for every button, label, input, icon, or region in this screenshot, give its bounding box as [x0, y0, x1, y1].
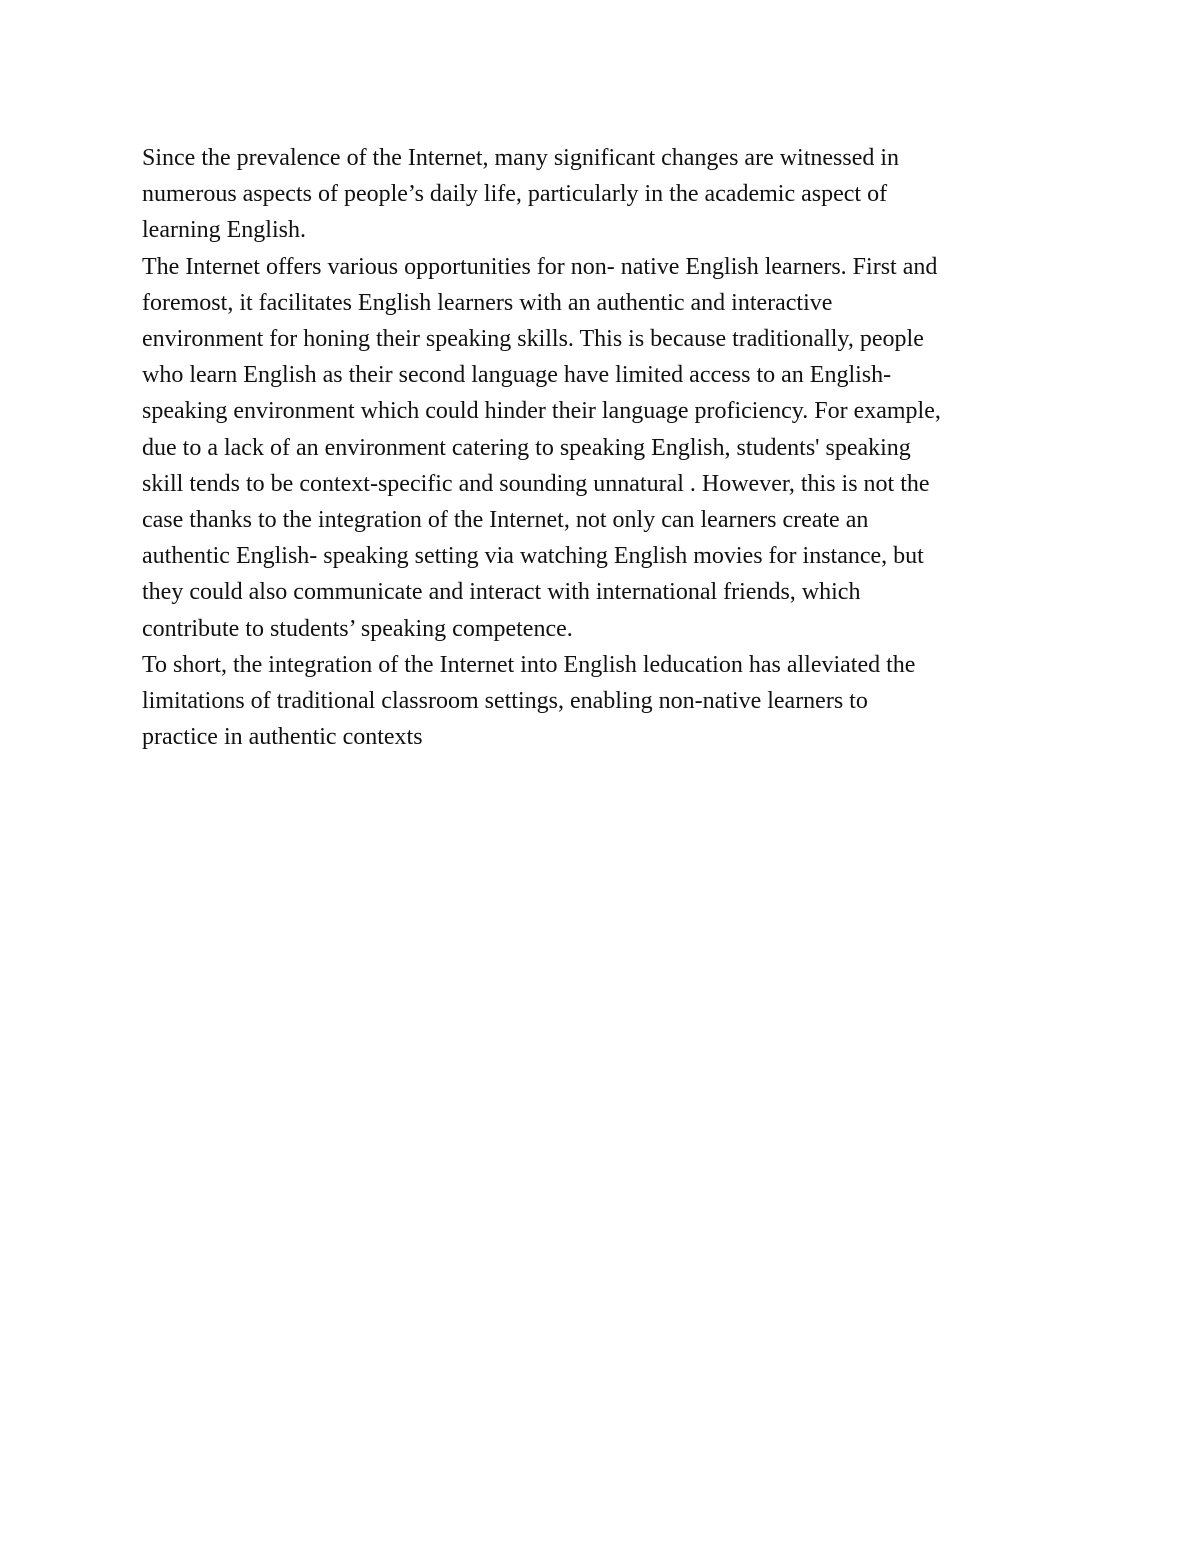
- text-line: environment for honing their speaking skills. This is because traditionally, people: [142, 326, 924, 353]
- paragraph-conclusion: [142, 647, 1072, 756]
- text-line: learning English.: [142, 217, 306, 244]
- text-line: due to a lack of an environment catering to speaking English, students' speaking: [142, 434, 911, 461]
- text-line: case thanks to the integration of the Internet, not only can learners create an: [142, 507, 869, 534]
- text-line: numerous aspects of people’s daily life, particularly in the academic aspect of: [142, 181, 888, 208]
- text-line: speaking environment which could hinder their language proficiency. For example,: [142, 398, 941, 425]
- text-line: who learn English as their second language have limited access to an English-: [142, 362, 892, 389]
- text-line: practice in authentic contexts: [142, 724, 423, 751]
- paragraph-body: [142, 249, 1072, 647]
- text-line: To short, the integration of the Internet into English leducation has alleviated the: [142, 651, 916, 678]
- text-line: foremost, it facilitates English learners with an authentic and interactive: [142, 289, 833, 316]
- paragraph-introduction: [142, 140, 1072, 249]
- text-line: skill tends to be context-specific and sounding unnatural . However, this is not the: [142, 470, 930, 497]
- text-line: authentic English- speaking setting via watching English movies for instance, but: [142, 543, 924, 570]
- text-line: they could also communicate and interact with international friends, which: [142, 579, 861, 606]
- text-line: limitations of traditional classroom settings, enabling non-native learners to: [142, 688, 868, 715]
- text-line: Since the prevalence of the Internet, many significant changes are witnessed in: [142, 145, 900, 171]
- text-line: contribute to students’ speaking competence.: [142, 615, 573, 642]
- text-line: The Internet offers various opportunities for non- native English learners. First and: [142, 253, 938, 280]
- document-body: [142, 140, 1072, 755]
